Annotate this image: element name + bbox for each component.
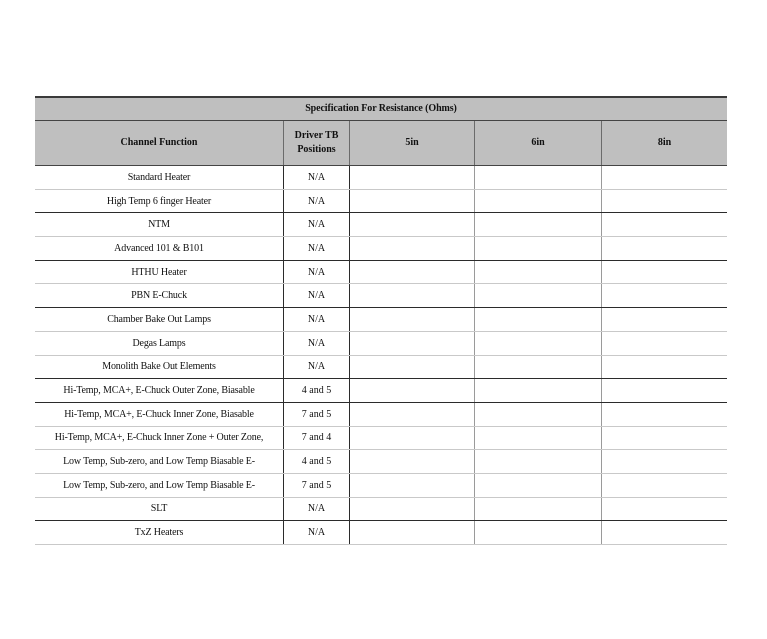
cell-driver-tb-positions: N/A xyxy=(284,261,350,284)
cell-5in xyxy=(350,498,475,521)
cell-driver-tb-positions: N/A xyxy=(284,308,350,331)
cell-5in xyxy=(350,427,475,450)
resistance-spec-table xyxy=(35,96,727,545)
cell-6in xyxy=(475,261,602,284)
cell-driver-tb-positions: 7 and 4 xyxy=(284,427,350,450)
cell-6in xyxy=(475,474,602,497)
cell-8in xyxy=(602,261,727,284)
cell-6in xyxy=(475,284,602,307)
cell-channel-function: Hi-Temp, MCA+, E-Chuck Inner Zone, Biasable xyxy=(35,403,284,426)
table-row xyxy=(35,261,727,285)
cell-channel-function: PBN E-Chuck xyxy=(35,284,284,307)
cell-driver-tb-positions: 4 and 5 xyxy=(284,379,350,402)
cell-8in xyxy=(602,427,727,450)
cell-8in xyxy=(602,403,727,426)
cell-8in xyxy=(602,332,727,355)
cell-5in xyxy=(350,521,475,544)
cell-channel-function: Advanced 101 & B101 xyxy=(35,237,284,260)
header-8in: 8in xyxy=(657,137,672,148)
cell-5in xyxy=(350,190,475,213)
cell-channel-function: Degas Lamps xyxy=(35,332,284,355)
cell-5in xyxy=(350,450,475,473)
table-row xyxy=(35,450,727,474)
table-row xyxy=(35,332,727,356)
table-row xyxy=(35,379,727,403)
cell-6in xyxy=(475,450,602,473)
cell-driver-tb-positions: N/A xyxy=(284,213,350,236)
cell-5in xyxy=(350,213,475,236)
cell-6in xyxy=(475,237,602,260)
cell-driver-tb-positions: 4 and 5 xyxy=(284,450,350,473)
cell-5in xyxy=(350,474,475,497)
cell-8in xyxy=(602,521,727,544)
cell-6in xyxy=(475,166,602,189)
cell-5in xyxy=(350,166,475,189)
table-title: Specification For Resistance (Ohms) xyxy=(35,96,727,121)
cell-channel-function: Hi-Temp, MCA+, E-Chuck Outer Zone, Biasable xyxy=(35,379,284,402)
cell-8in xyxy=(602,284,727,307)
cell-8in xyxy=(602,237,727,260)
table-row xyxy=(35,190,727,214)
cell-6in xyxy=(475,356,602,379)
cell-driver-tb-positions: 7 and 5 xyxy=(284,474,350,497)
cell-driver-tb-positions: N/A xyxy=(284,521,350,544)
cell-driver-tb-positions: N/A xyxy=(284,356,350,379)
table-row xyxy=(35,474,727,498)
cell-driver-tb-positions: N/A xyxy=(284,332,350,355)
cell-6in xyxy=(475,213,602,236)
cell-6in xyxy=(475,308,602,331)
cell-channel-function: Low Temp, Sub-zero, and Low Temp Biasable E- xyxy=(35,450,284,473)
cell-6in xyxy=(475,498,602,521)
table-body xyxy=(35,166,727,545)
cell-5in xyxy=(350,284,475,307)
cell-channel-function: Hi-Temp, MCA+, E-Chuck Inner Zone + Outer Zone, xyxy=(35,427,284,450)
cell-6in xyxy=(475,427,602,450)
cell-channel-function: High Temp 6 finger Heater xyxy=(35,190,284,213)
cell-driver-tb-positions: 7 and 5 xyxy=(284,403,350,426)
cell-5in xyxy=(350,403,475,426)
table-row xyxy=(35,213,727,237)
cell-5in xyxy=(350,332,475,355)
cell-8in xyxy=(602,166,727,189)
cell-channel-function: TxZ Heaters xyxy=(35,521,284,544)
cell-8in xyxy=(602,379,727,402)
cell-8in xyxy=(602,474,727,497)
cell-channel-function: SLT xyxy=(35,498,284,521)
cell-driver-tb-positions: N/A xyxy=(284,498,350,521)
table-row xyxy=(35,284,727,308)
cell-5in xyxy=(350,356,475,379)
cell-8in xyxy=(602,308,727,331)
cell-channel-function: Monolith Bake Out Elements xyxy=(35,356,284,379)
table-row xyxy=(35,166,727,190)
table-row xyxy=(35,498,727,522)
header-channel-function: Channel Function xyxy=(35,121,284,165)
cell-6in xyxy=(475,190,602,213)
table-header-row xyxy=(35,121,727,166)
cell-6in xyxy=(475,521,602,544)
cell-8in xyxy=(602,356,727,379)
cell-8in xyxy=(602,190,727,213)
table-row xyxy=(35,237,727,261)
header-5in: 5in xyxy=(350,121,475,165)
cell-5in xyxy=(350,237,475,260)
cell-5in xyxy=(350,308,475,331)
cell-driver-tb-positions: N/A xyxy=(284,284,350,307)
table-row xyxy=(35,427,727,451)
cell-8in xyxy=(602,450,727,473)
cell-8in xyxy=(602,213,727,236)
cell-driver-tb-positions: N/A xyxy=(284,166,350,189)
cell-channel-function: NTM xyxy=(35,213,284,236)
header-driver-tb-positions: Driver TB Positions xyxy=(284,121,350,165)
cell-driver-tb-positions: N/A xyxy=(284,237,350,260)
cell-channel-function: Chamber Bake Out Lamps xyxy=(35,308,284,331)
cell-driver-tb-positions: N/A xyxy=(284,190,350,213)
cell-6in xyxy=(475,403,602,426)
header-6in: 6in xyxy=(475,121,602,165)
cell-6in xyxy=(475,379,602,402)
table-row xyxy=(35,308,727,332)
cell-channel-function: HTHU Heater xyxy=(35,261,284,284)
cell-5in xyxy=(350,261,475,284)
table-row xyxy=(35,521,727,545)
cell-5in xyxy=(350,379,475,402)
table-row xyxy=(35,403,727,427)
cell-6in xyxy=(475,332,602,355)
cell-channel-function: Standard Heater xyxy=(35,166,284,189)
cell-channel-function: Low Temp, Sub-zero, and Low Temp Biasable E- xyxy=(35,474,284,497)
table-row xyxy=(35,356,727,380)
cell-8in xyxy=(602,498,727,521)
